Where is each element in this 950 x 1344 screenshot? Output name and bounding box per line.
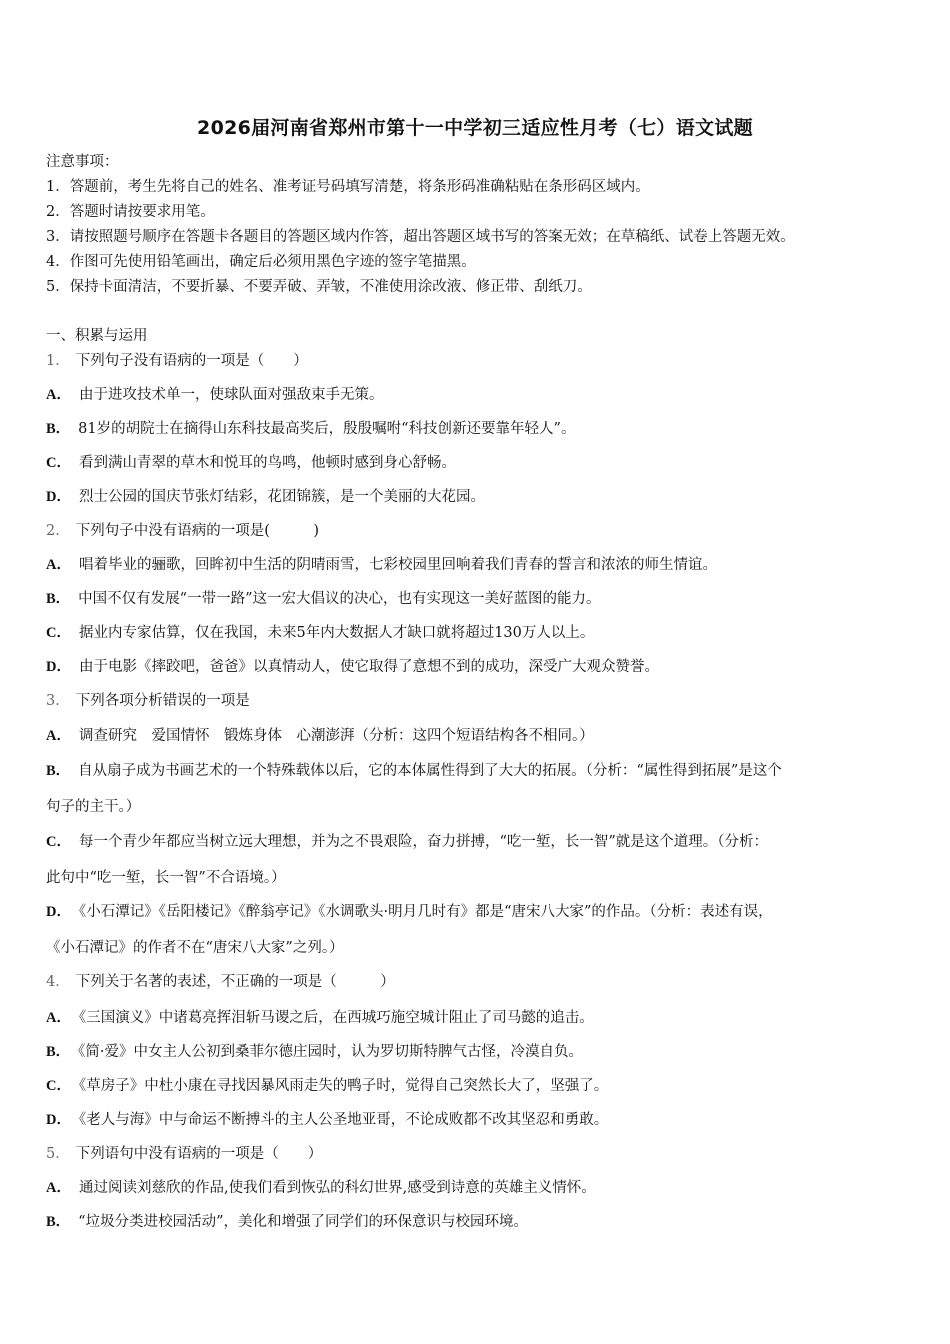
question-option: [46, 453, 456, 473]
option-label: B．: [46, 421, 71, 437]
question-option: [46, 657, 659, 677]
option-label: C．: [46, 1078, 71, 1094]
option-text: 中国不仅有发展“一带一路”这一宏大倡议的决心，也有实现这一美好蓝图的能力。: [78, 591, 601, 607]
question-option: [46, 623, 594, 643]
question-option: [46, 902, 773, 922]
question-option: [46, 1042, 583, 1062]
question-text: 下列各项分析错误的一项是: [75, 693, 250, 709]
option-label: A．: [46, 1010, 71, 1026]
notice-item: 2．答题时请按要求用笔。: [46, 204, 215, 220]
option-continuation: 句子的主干。）: [46, 799, 141, 815]
option-text: 调查研究 爱国情怀 锻炼身体 心潮澎湃（分析：这四个短语结构各不相同。）: [78, 728, 594, 744]
question-number: 1．: [46, 353, 70, 369]
option-text: 据业内专家估算，仅在我国，未来5年内大数据人才缺口就将超过130万人以上。: [78, 625, 595, 641]
option-text: 烈士公园的国庆节张灯结彩，花团锦簇，是一个美丽的大花园。: [78, 489, 485, 505]
notice-item: 3．请按照题号顺序在答题卡各题目的答题区域内作答，超出答题区域书写的答案无效；在草稿纸、试卷上答题无效。: [46, 229, 795, 245]
notice-item: 1．答题前，考生先将自己的姓名、准考证号码填写清楚，将条形码准确粘贴在条形码区域内。: [46, 179, 650, 195]
option-text: 《草房子》中杜小康在寻找因暴风雨走失的鸭子时，觉得自己突然长大了，坚强了。: [78, 1078, 609, 1094]
option-text: 81岁的胡院士在摘得山东科技最高奖后，殷殷嘱咐“科技创新还要靠年轻人”。: [78, 421, 576, 437]
notice-heading: 注意事项：: [46, 154, 119, 170]
question-number: 3．: [46, 693, 70, 709]
question-number: 5．: [46, 1146, 70, 1162]
option-label: D．: [46, 1112, 71, 1128]
notice-item: 5．保持卡面清洁，不要折暴、不要弄破、弄皱，不准使用涂改液、修正带、刮纸刀。: [46, 279, 592, 295]
option-text: 《老人与海》中与命运不断搏斗的主人公圣地亚哥，不论成败都不改其坚忍和勇敢。: [78, 1112, 609, 1128]
question-stem: [46, 691, 250, 711]
option-text: 每一个青少年都应当树立远大理想，并为之不畏艰险，奋力拼搏，“吃一堑，长一智”就是这个道理。（分析：: [78, 834, 769, 850]
question-text: 下列句子中没有语病的一项是( ): [75, 523, 320, 539]
option-text: 通过阅读刘慈欣的作品,使我们看到恢弘的科幻世界,感受到诗意的英雄主义情怀。: [78, 1180, 596, 1196]
option-text: 看到满山青翠的草木和悦耳的鸟鸣，他顿时感到身心舒畅。: [78, 455, 456, 471]
option-label: D．: [46, 659, 71, 675]
question-stem: [46, 521, 319, 541]
option-text: 由于电影《摔跤吧，爸爸》以真情动人，使它取得了意想不到的成功，深受广大观众赞誉。: [78, 659, 659, 675]
page-title: 2026届河南省郑州市第十一中学初三适应性月考（七）语文试题: [197, 117, 753, 139]
option-continuation: 此句中“吃一堑，长一智”不合语境。）: [46, 870, 286, 886]
option-text: 由于进攻技术单一，使球队面对强敌束手无策。: [78, 387, 384, 403]
option-label: B．: [46, 591, 71, 607]
option-label: C．: [46, 625, 71, 641]
question-option: [46, 589, 601, 609]
option-label: C．: [46, 834, 71, 850]
question-option: [46, 832, 768, 852]
notice-item: 4．作图可先使用铅笔画出，确定后必须用黑色字迹的签字笔描黑。: [46, 254, 476, 270]
option-label: A．: [46, 1180, 71, 1196]
option-label: D．: [46, 904, 71, 920]
option-text: 自从扇子成为书画艺术的一个特殊载体以后，它的本体属性得到了大大的拓展。（分析：“属性得到拓展”是这个: [78, 763, 782, 779]
question-option: [46, 1178, 596, 1198]
question-option: [46, 1076, 608, 1096]
option-label: D．: [46, 489, 71, 505]
question-option: [46, 385, 383, 405]
option-text: 唱着毕业的骊歌，回眸初中生活的阴晴雨雪，七彩校园里回响着我们青春的誓言和浓浓的师生情谊。: [78, 557, 717, 573]
question-option: [46, 1212, 528, 1232]
question-number: 4．: [46, 974, 70, 990]
option-text: 《简·爱》中女主人公初到桑菲尔德庄园时，认为罗切斯特脾气古怪，冷漠自负。: [78, 1044, 584, 1060]
question-option: [46, 487, 485, 507]
question-stem: [46, 1144, 322, 1164]
option-continuation: 《小石潭记》的作者不在“唐宋八大家”之列。）: [46, 940, 344, 956]
option-label: B．: [46, 1044, 71, 1060]
question-stem: [46, 972, 395, 992]
option-text: 《三国演义》中诸葛亮挥泪斩马谡之后，在西城巧施空城计阻止了司马懿的追击。: [78, 1010, 594, 1026]
option-label: C．: [46, 455, 71, 471]
option-label: A．: [46, 728, 71, 744]
option-label: A．: [46, 557, 71, 573]
option-text: 《小石潭记》《岳阳楼记》《醉翁亭记》《水调歌头·明月几时有》都是“唐宋八大家”的作品。（分析：表述有误，: [78, 904, 773, 920]
option-label: A．: [46, 387, 71, 403]
question-option: [46, 761, 782, 781]
question-text: 下列语句中没有语病的一项是（ ）: [75, 1146, 323, 1162]
question-text: 下列关于名著的表述，不正确的一项是（ ）: [75, 974, 395, 990]
question-text: 下列句子没有语病的一项是（ ）: [75, 353, 308, 369]
question-option: [46, 1008, 594, 1028]
question-option: [46, 726, 594, 746]
option-label: B．: [46, 1214, 71, 1230]
option-label: B．: [46, 763, 71, 779]
question-option: [46, 1110, 608, 1130]
question-number: 2．: [46, 523, 70, 539]
question-option: [46, 419, 575, 439]
section-heading: 一、积累与运用: [46, 328, 148, 344]
option-text: “垃圾分类进校园活动”，美化和增强了同学们的环保意识与校园环境。: [78, 1214, 528, 1230]
question-option: [46, 555, 717, 575]
question-stem: [46, 351, 308, 371]
